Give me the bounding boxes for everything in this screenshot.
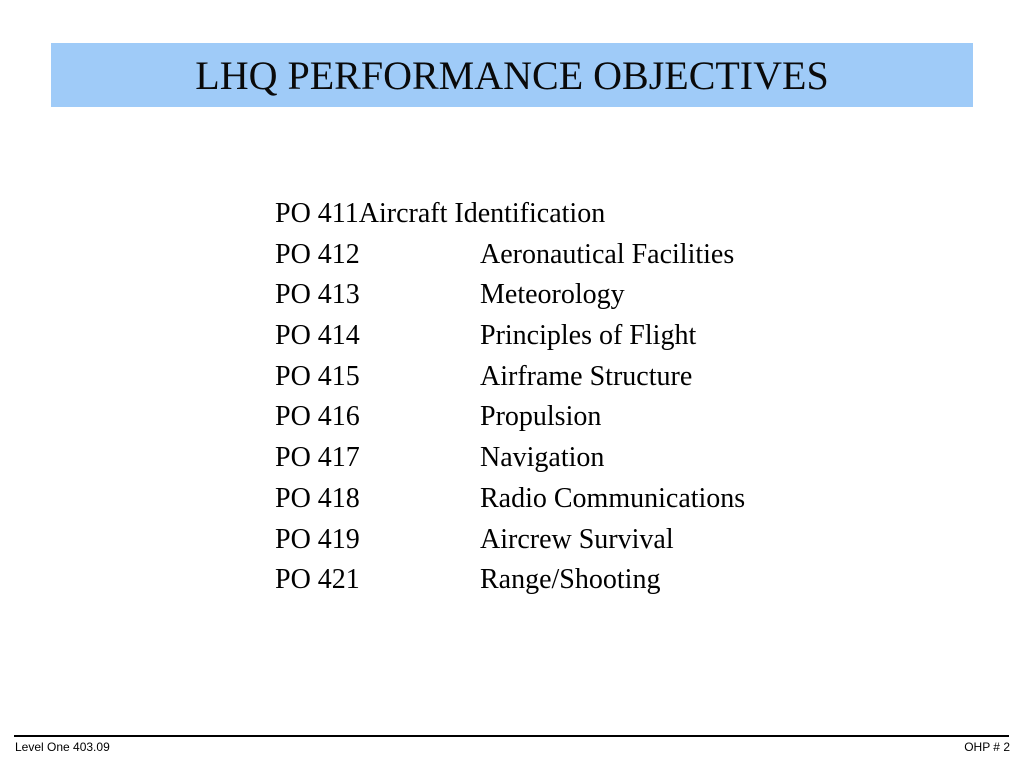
objective-name: Aircraft Identification: [358, 198, 606, 229]
objectives-list: [275, 194, 745, 601]
title-banner: [51, 43, 973, 107]
objective-name: Navigation: [480, 442, 605, 474]
slide-title: LHQ PERFORMANCE OBJECTIVES: [195, 52, 829, 98]
objective-code: PO 417: [275, 442, 360, 474]
objective-name: Principles of Flight: [480, 320, 697, 352]
objective-row: [275, 275, 745, 316]
objective-row: [275, 194, 745, 235]
objective-code: PO 419: [275, 523, 360, 555]
objective-row: [275, 479, 745, 520]
objective-code: PO 414: [275, 320, 360, 352]
objective-code: PO 418: [275, 482, 360, 514]
objective-code: PO 411: [275, 198, 359, 229]
objective-row: [275, 438, 745, 479]
footer-course-label: Level One 403.09: [15, 740, 110, 754]
objective-row: [275, 235, 745, 276]
objective-code: PO 415: [275, 360, 360, 392]
objective-code: PO 416: [275, 401, 360, 433]
objective-name: Aeronautical Facilities: [480, 238, 735, 270]
objective-name: Propulsion: [480, 401, 602, 433]
objective-name: Aircrew Survival: [480, 523, 674, 555]
objective-row: [275, 357, 745, 398]
objective-name: Meteorology: [480, 279, 625, 311]
footer-slide-number: OHP # 2: [964, 740, 1010, 754]
objective-row: [275, 397, 745, 438]
objective-code: PO 413: [275, 279, 360, 311]
objective-name: Airframe Structure: [480, 360, 693, 392]
objective-name: Radio Communications: [480, 482, 746, 514]
objective-code: PO 421: [275, 564, 360, 596]
footer-divider: [14, 735, 1009, 737]
objective-row: [275, 560, 745, 601]
objective-row: [275, 520, 745, 561]
objective-name: Range/Shooting: [480, 564, 661, 596]
objective-code: PO 412: [275, 238, 360, 270]
objective-row: [275, 316, 745, 357]
